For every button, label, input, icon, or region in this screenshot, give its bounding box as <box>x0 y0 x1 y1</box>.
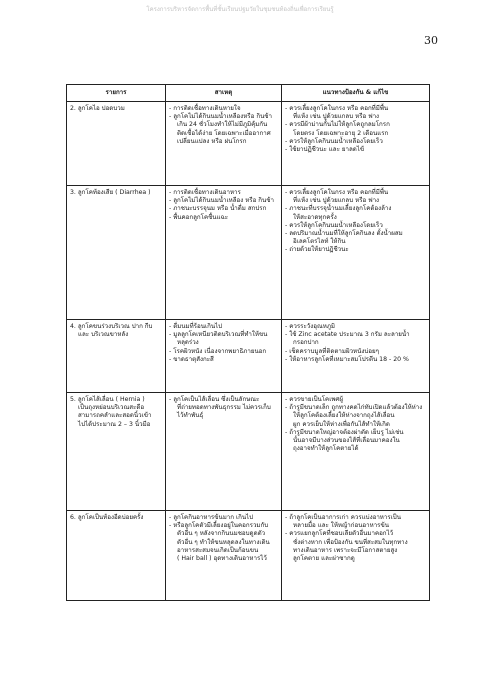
calf-disease-table <box>66 84 430 601</box>
remedy-line: ให้สะอาดทุกครั้ง <box>293 213 337 221</box>
cause-line: ตัวอื่น ๆ ทำให้ขนหลุดลงในทางเดิน <box>177 538 270 546</box>
remedy-line: - ควรให้ลูกโคกินนมน้ำเหลืองโดยเร็ว <box>285 137 383 145</box>
cell-remedy <box>282 102 430 186</box>
cell-remedy <box>282 186 430 320</box>
cell-cause <box>166 393 282 511</box>
cause-line: - ลูกโคกินอาหารข้นมาก เกินไป <box>169 514 254 521</box>
cause-line: - การติดเชื้อทางเดินอาหาร <box>169 189 241 196</box>
cell-cause <box>166 511 282 601</box>
remedy-line: - ภาชนะที่บรรจุน้ำนมเลี้ยงลูกโคต้องล้าง <box>285 205 392 213</box>
remedy-line: - ถ้ารูมีขนาดเล็ก ถูกทางคดไก่ทับเปิดแล้วต้องให้ห่าง <box>285 404 423 412</box>
remedy-line: ลูกโคตาย และผ่าซากดู <box>293 555 355 563</box>
cause-line: - ขาดธาตุสังกะสี <box>169 355 214 363</box>
remedy-line: - ใช้ Zinc acetate ประมาณ 3 กรัม ละลายน้ำ <box>285 331 410 339</box>
remedy-line: - ควรขายเป็นโคเพศผู้ <box>285 396 343 403</box>
item-line: 4. ลูกโคขนร่วงบริเวณ ปาก กีบ <box>70 323 153 330</box>
remedy-line: ที่แห้ง เช่น ปูด้วยแกลบ หรือ ฟาง <box>293 113 380 121</box>
item-line: และ บริเวณขาหลัง <box>78 331 129 339</box>
remedy-line: - ให้อาหารลูกโคที่เหมาะสมโปรตีน 18 - 20 % <box>285 355 409 363</box>
remedy-line: - ควรมีผ้าม่านกั้นไม่ให้ลูกโคถูกลมโกรก <box>285 121 390 129</box>
item-line: สามารถคลำและสอดนิ้วเข้า <box>78 412 152 420</box>
remedy-line: ที่แห้ง เช่น ปูด้วยแกลบ หรือ ฟาง <box>293 197 380 205</box>
item-line: เป็นถุงหย่อนบริเวณสะดือ <box>78 404 145 412</box>
table-row <box>67 186 430 320</box>
cause-line: ไว้ทำพันธุ์ <box>177 412 204 420</box>
remedy-line: กรอกปาก <box>293 339 319 347</box>
item-line: 3. ลูกโคท้องเสีย ( Diarrhea ) <box>70 189 151 196</box>
table-row <box>67 320 430 393</box>
cause-line: - ลูกโคไม่ได้กินนมน้ำเหลืองหรือ กินช้า <box>169 113 272 121</box>
cell-cause <box>166 320 282 393</box>
remedy-line: - ถ่ายด้วยให้ยาปฏิชีวนะ <box>285 246 349 254</box>
item-line: 2. ลูกโคไอ ปอดบวม <box>70 105 125 112</box>
cause-line: อาหารสะสมจนเกิดเป็นก้อนขน <box>177 546 259 554</box>
remedy-line: - ถ้าลูกโคเป็นอาการเก่า ควรแบ่งอาหารเป็น <box>285 514 401 521</box>
remedy-line: - ควรให้ลูกโคกินนมน้ำเหลืองโดยเร็ว <box>285 221 383 229</box>
table-row <box>67 102 430 186</box>
remedy-line: ทางเดินอาหาร เพราะจะมีโอกาสตายสูง <box>293 546 398 554</box>
cause-line: - ลูกโคไม่ได้กินนมน้ำเหลือง หรือ กินช้า <box>169 197 274 205</box>
cause-line: หลุดร่วง <box>177 339 199 347</box>
header-cause: สาเหตุ <box>166 85 282 102</box>
remedy-line: - เช็ดคราบมูลที่ติดตามผิวหนังบ่อยๆ <box>285 347 379 355</box>
remedy-line: - ใช้ยาปฏิชีวนะ และ ยาลดไข้ <box>285 146 365 154</box>
item-line: ไปได้ประมาณ 2 – 3 นิ้วมือ <box>78 420 151 428</box>
item-line: 6. ลูกโคเป็นท้องอืดบ่อยครั้ง <box>70 514 144 521</box>
remedy-line: - ควรแยกลูกโคที่ชอบเลียตัวอื่นมาคอกไว้ <box>285 530 394 538</box>
cell-item <box>67 186 166 320</box>
remedy-line: - ควรเลี้ยงลูกโคในกรง หรือ คอกที่มีพื้น <box>285 105 389 112</box>
cause-line: - ดื่มนมที่ร้อนเกินไป <box>169 323 223 330</box>
table-header-row <box>67 85 430 102</box>
header-item: รายการ <box>67 85 166 102</box>
cause-line: - ลูกโคเป็นไส้เลื่อน ซึ่งเป็นลักษณะ <box>169 396 260 403</box>
cause-line: ที่ถ่ายทอดทางพันธุกรรม ไม่ควรเก็บ <box>177 404 271 412</box>
cause-line: - โรคผิวหนัง เนื่องจากพยาธิภายนอก <box>169 347 267 355</box>
cause-line: - หรือลูกโคตัวมีเลี้ยงอยู่ในคอกรวมกับ <box>169 522 269 530</box>
cause-line: - มูลลูกโคเหนียวติดบริเวณที่ทำให้ขน <box>169 331 268 339</box>
cause-line: - พื้นคอกลูกโคชื้นแฉะ <box>169 213 229 221</box>
cause-line: เปลี่ยนแปลง หรือ ฝนโกรก <box>177 137 247 145</box>
cell-cause <box>166 186 282 320</box>
remedy-line: อิเลคโตรไลท์ ให้กิน <box>293 238 346 246</box>
cell-cause <box>166 102 282 186</box>
cell-item <box>67 393 166 511</box>
remedy-line: ชั่งต่างหาก เพื่อป้องกัน ขนที่สะสมในทุกทาง <box>293 538 408 546</box>
cause-line: ติดเชื้อได้ง่าย โดยเฉพาะเมื่ออากาศ <box>177 129 271 137</box>
item-line: 5. ลูกโคไส้เลื่อน ( Hernia ) <box>70 396 145 403</box>
remedy-line: ให้ลูกโคต้องเลี้ยงให้ห่างจากถุงไส้เลื่อน <box>293 412 395 420</box>
remedy-line: - ถ้ารูมีขนาดใหญ่อาจต้องผ่าตัด เย็บรู ไม่เช่น <box>285 428 404 436</box>
remedy-line: - ควรระวังอุณหภูมิ <box>285 323 335 330</box>
remedy-line: นั้นอาจมีบางส่วนของไส้ที่เลื่อนมาคองใน <box>293 437 400 445</box>
remedy-line: ผูก ควรเย็บให้ห่างเพื่อกันไส้ทำให้เกิด <box>293 420 390 428</box>
cause-line: เกิน 24 ชั่วโมงทำให้ไม่มีภูมิคุ้มกัน <box>177 121 268 129</box>
cell-item <box>67 102 166 186</box>
cell-item <box>67 511 166 601</box>
table-row <box>67 393 430 511</box>
remedy-line: โดยตรง โดยเฉพาะอายุ 2 เดือนแรก <box>293 129 389 137</box>
remedy-line: หลายมื้อ และ ให้หญ้าก่อนอาหารข้น <box>293 522 389 530</box>
cell-item <box>67 320 166 393</box>
cause-line: - ภาชนะบรรจุนม หรือ น้ำดื่ม สกปรก <box>169 205 267 213</box>
cell-remedy <box>282 393 430 511</box>
remedy-line: ถุงอาจทำให้ลูกโคตายได้ <box>293 445 359 453</box>
remedy-line: - ควรเลี้ยงลูกโคในกรง หรือ คอกที่มีพื้น <box>285 189 389 196</box>
header-watermark: โครงการบริหารจัดการพื้นที่ชั้นเรียนปฐมวัยในชุมชนท้องถิ่นเพื่อการเรียนรู้ <box>146 6 334 13</box>
cause-line: - การติดเชื้อทางเดินหายใจ <box>169 105 241 112</box>
cell-remedy <box>282 320 430 393</box>
remedy-line: - ลดปริมาณน้ำนมที่ให้ลูกโคกินลง ตั้งน้ำผสม <box>285 230 403 238</box>
page-number: 30 <box>424 34 438 47</box>
cause-line: ตัวอื่น ๆ หลังจากกินนมชอบดูดตัว <box>177 530 266 538</box>
table-row <box>67 511 430 601</box>
header-remedy: แนวทางป้องกัน & แก้ไข <box>282 85 430 102</box>
cell-remedy <box>282 511 430 601</box>
cause-line: ( Hair ball ) อุดทางเดินอาหารไว้ <box>177 555 267 563</box>
